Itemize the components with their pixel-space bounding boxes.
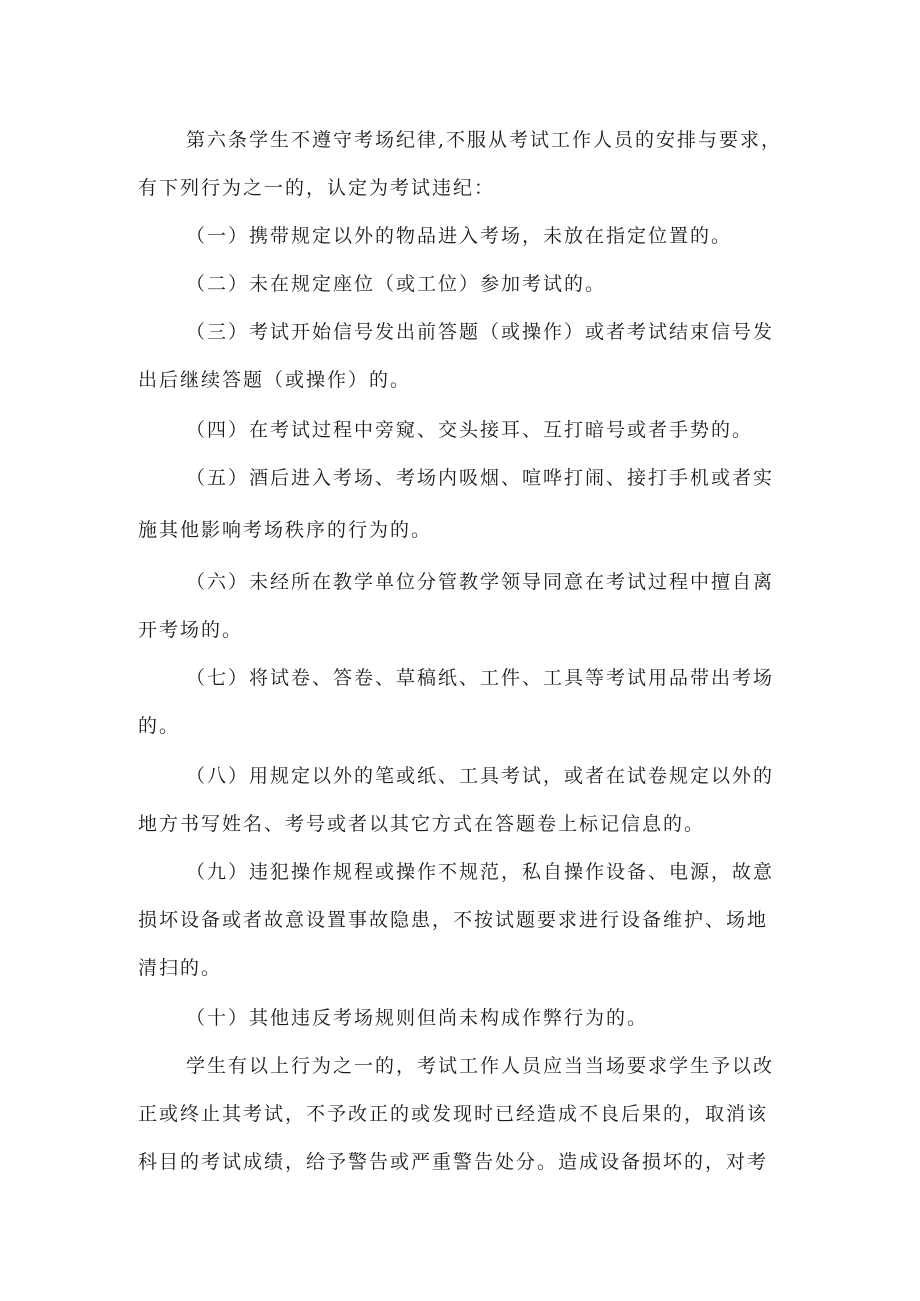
article-6-line-1: 第六条学生不遵守考场纪律,不服从考试工作人员的安排与要求， xyxy=(186,129,783,151)
item-2-line-1: （二）未在规定座位（或工位）参加考试的。 xyxy=(186,273,607,295)
item-4-line-1: （四）在考试过程中旁窥、交头接耳、互打暗号或者手势的。 xyxy=(186,419,754,441)
item-6-line-2: 开考场的。 xyxy=(138,619,244,641)
item-9-line-2: 损坏设备或者故意设置事故隐患，不按试题要求进行设备维护、场地 xyxy=(138,909,769,931)
item-8-line-2: 地方书写姓名、考号或者以其它方式在答题卷上标记信息的。 xyxy=(138,813,706,835)
item-5-line-1: （五）酒后进入考场、考场内吸烟、喧哗打闹、接打手机或者实 xyxy=(186,467,775,489)
item-6-line-1: （六）未经所在教学单位分管教学领导同意在考试过程中擅自离 xyxy=(186,571,775,593)
item-7-line-1: （七）将试卷、答卷、草稿纸、工件、工具等考试用品带出考场 xyxy=(186,667,775,689)
item-9-line-3: 清扫的。 xyxy=(138,957,223,979)
summary-line-3: 科目的考试成绩，给予警告或严重警告处分。造成设备损坏的，对考 xyxy=(138,1151,769,1173)
item-9-line-1: （九）违犯操作规程或操作不规范，私自操作设备、电源，故意 xyxy=(186,861,775,883)
item-8-line-1: （八）用规定以外的笔或纸、工具考试，或者在试卷规定以外的 xyxy=(186,765,775,787)
item-7-line-2: 的。 xyxy=(138,715,181,737)
summary-line-2: 正或终止其考试，不予改正的或发现时已经造成不良后果的，取消该 xyxy=(138,1103,769,1125)
item-5-line-2: 施其他影响考场秩序的行为的。 xyxy=(138,519,433,541)
item-3-line-1: （三）考试开始信号发出前答题（或操作）或者考试结束信号发 xyxy=(186,321,775,343)
item-1-line-1: （一）携带规定以外的物品进入考场，未放在指定位置的。 xyxy=(186,225,733,247)
summary-line-1: 学生有以上行为之一的，考试工作人员应当当场要求学生予以改 xyxy=(186,1055,775,1077)
item-10-line-1: （十）其他违反考场规则但尚未构成作弊行为的。 xyxy=(186,1007,649,1029)
item-3-line-2: 出后继续答题（或操作）的。 xyxy=(138,369,412,391)
article-6-line-2: 有下列行为之一的，认定为考试违纪： xyxy=(138,177,496,199)
